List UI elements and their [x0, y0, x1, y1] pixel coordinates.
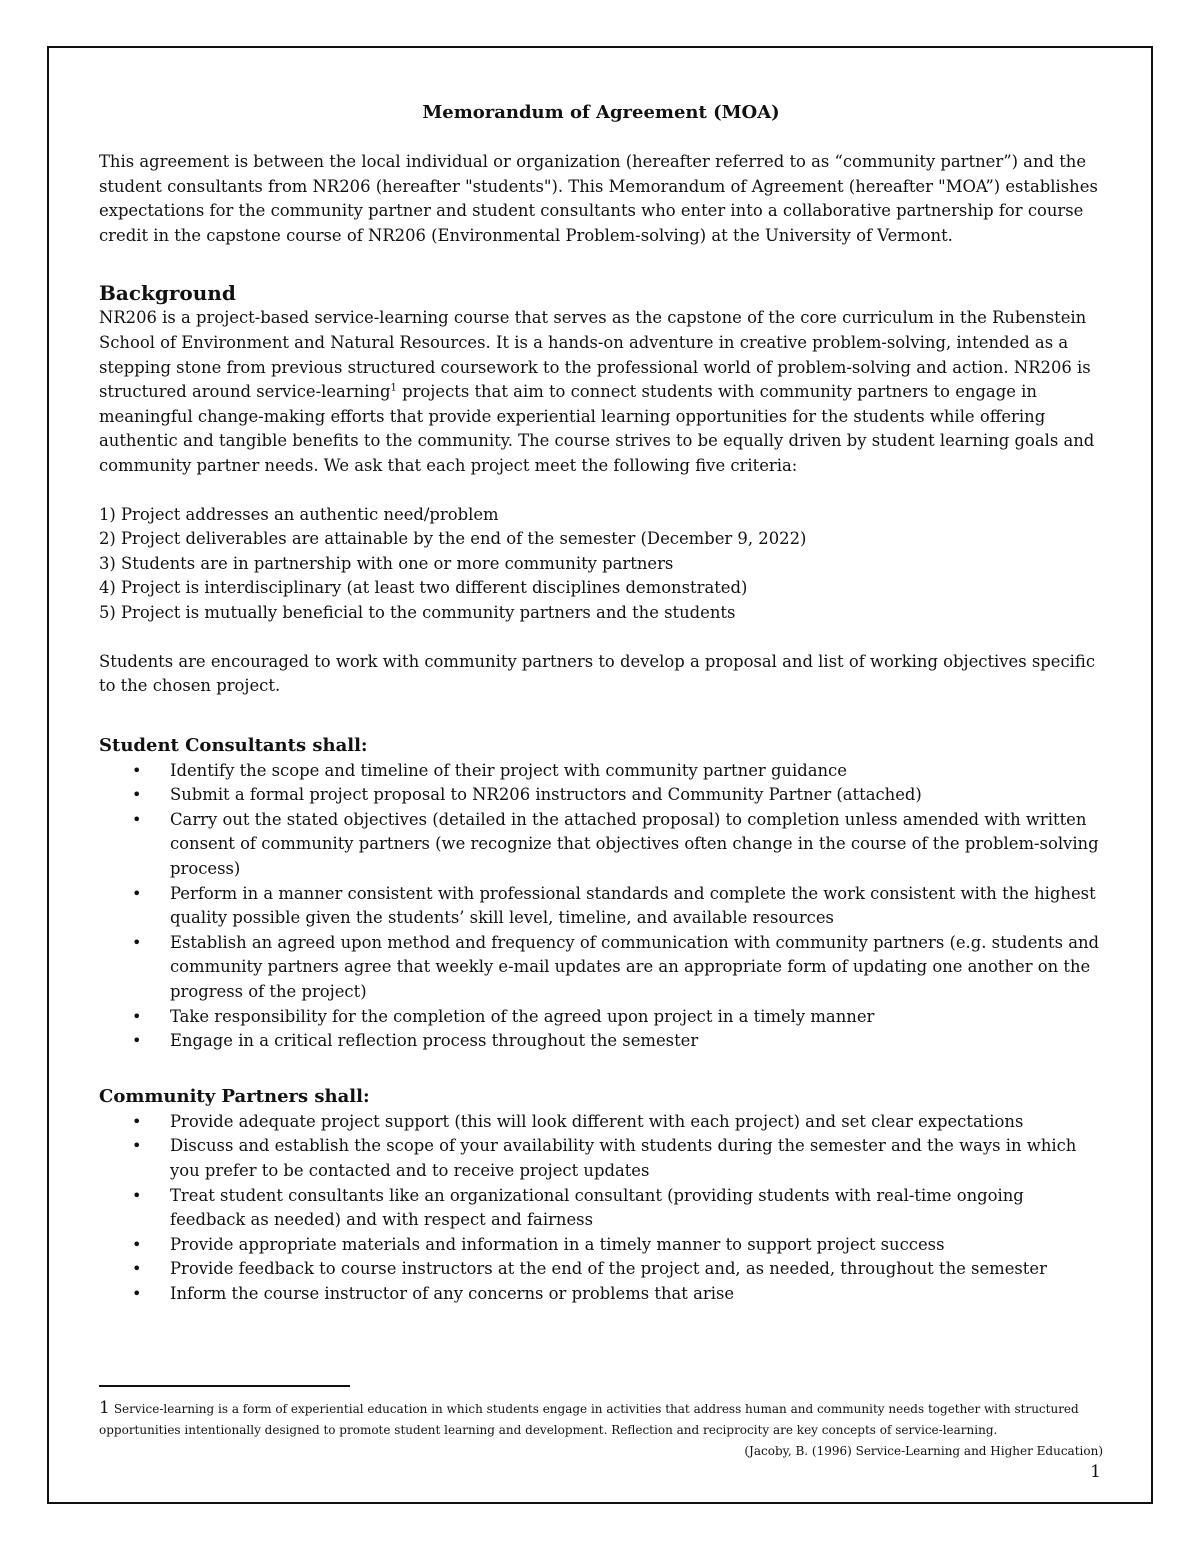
bullet-icon: •: [132, 883, 142, 903]
list-item-text: Take responsibility for the completion of the agreed upon project in a timely manner: [170, 1006, 875, 1026]
list-item: [99, 1134, 1103, 1183]
list-item: [99, 882, 1103, 931]
bullet-icon: •: [132, 785, 142, 805]
document-title: Memorandum of Agreement (MOA): [422, 102, 780, 123]
community-partners-list: [99, 1110, 1103, 1307]
bullet-icon: •: [132, 1006, 142, 1026]
list-item: [99, 1184, 1103, 1233]
background-text-part2: projects that aim to connect students with community partners to engage in meaningful change-making efforts that provide experiential learning opportunities for the students while offering authentic and tangible benefits to the community. The course strives to be equally driven by student learning goals and community partner needs. We ask that each project meet the following five criteria:: [99, 382, 1095, 475]
criteria-item: 1) Project addresses an authentic need/problem: [99, 504, 499, 524]
list-item-text: Discuss and establish the scope of your availability with students during the semester and the ways in which you prefer to be contacted and to receive project updates: [170, 1136, 1077, 1180]
list-item: [99, 1233, 1103, 1258]
list-item: [99, 808, 1103, 882]
list-item: [99, 1005, 1103, 1030]
bullet-icon: •: [132, 1234, 142, 1254]
list-item-text: Establish an agreed upon method and frequency of communication with community partners (e.g. students and community partners agree that weekly e-mail updates are an appropriate form of updating one another on the progress of the project): [170, 932, 1100, 1002]
document-body: [99, 100, 1103, 1337]
student-consultants-heading: Student Consultants shall:: [99, 734, 368, 756]
list-item: [99, 783, 1103, 808]
criteria-item: 5) Project is mutually beneficial to the community partners and the students: [99, 602, 736, 622]
list-item-text: Identify the scope and timeline of their project with community partner guidance: [170, 760, 847, 780]
list-item: [99, 931, 1103, 1005]
intro-paragraph: This agreement is between the local individual or organization (hereafter referred to as “community partner”) and the student consultants from NR206 (hereafter "students"). This Memorandum of Agreement (hereafter "MOA”) establishes expectations for the community partner and student consultants who enter into a collaborative partnership for course credit in the capstone course of NR206 (Environmental Problem-solving) at the University of Vermont.: [99, 152, 1098, 245]
criteria-item: 4) Project is interdisciplinary (at least two different disciplines demonstrated): [99, 578, 748, 598]
criteria-item: 3) Students are in partnership with one or more community partners: [99, 553, 674, 573]
bullet-icon: •: [132, 1111, 142, 1131]
list-item: [99, 1257, 1103, 1282]
student-consultants-list: [99, 759, 1103, 1054]
footnote-body: [99, 1398, 1103, 1441]
list-item-text: Submit a formal project proposal to NR206 instructors and Community Partner (attached): [170, 785, 922, 805]
list-item-text: Carry out the stated objectives (detailed in the attached proposal) to completion unless amended with written consent of community partners (we recognize that objectives often change in the course of the problem-solving process): [170, 809, 1099, 879]
community-partners-heading: Community Partners shall:: [99, 1085, 370, 1107]
bullet-icon: •: [132, 1259, 142, 1279]
encouragement-paragraph: Students are encouraged to work with community partners to develop a proposal and list of working objectives specific to the chosen project.: [99, 651, 1096, 696]
criteria-item: 2) Project deliverables are attainable by the end of the semester (December 9, 2022): [99, 529, 807, 549]
list-item-text: Provide feedback to course instructors at the end of the project and, as needed, throughout the semester: [170, 1259, 1047, 1279]
background-text-part1: NR206 is a project-based service-learning course that serves as the capstone of the core curriculum in the Rubenstein School of Environment and Natural Resources. It is a hands-on adventure in creative problem-solving, intended as a stepping stone from previous structured coursework to the professional world of problem-solving and action. NR206 is structured around service-learning: [99, 308, 1091, 402]
list-item: [99, 1029, 1103, 1054]
list-item-text: Engage in a critical reflection process throughout the semester: [170, 1031, 699, 1051]
list-item-text: Perform in a manner consistent with professional standards and complete the work consistent with the highest quality possible given the students’ skill level, timeline, and available resources: [170, 883, 1096, 928]
page-number: 1: [1090, 1462, 1101, 1482]
footnote-number: 1: [99, 1398, 110, 1418]
footnote-separator: [99, 1385, 350, 1387]
footnote-text: Service-learning is a form of experiential education in which students engage in activities that address human and community needs together with structured opportunities intentionally designed to promote student learning and development. Reflection and reciprocity are key concepts of service-learning.: [99, 1402, 1079, 1437]
bullet-icon: •: [132, 932, 142, 952]
background-paragraph: [99, 306, 1103, 478]
bullet-icon: •: [132, 1185, 142, 1205]
list-item: [99, 1110, 1103, 1135]
bullet-icon: •: [132, 760, 142, 780]
bullet-icon: •: [132, 1136, 142, 1156]
footnote: [99, 1398, 1103, 1462]
list-item-text: Treat student consultants like an organizational consultant (providing students with real-time ongoing feedback as needed) and with respect and fairness: [170, 1185, 1024, 1230]
criteria-list: [99, 503, 1103, 626]
bullet-icon: •: [132, 1031, 142, 1051]
bullet-icon: •: [132, 809, 142, 829]
footnote-source: (Jacoby, B. (1996) Service-Learning and Higher Education): [744, 1444, 1103, 1458]
list-item-text: Provide adequate project support (this will look different with each project) and set clear expectations: [170, 1111, 1024, 1131]
list-item: [99, 759, 1103, 784]
list-item: [99, 1282, 1103, 1307]
footnote-reference[interactable]: 1: [390, 382, 397, 394]
list-item-text: Provide appropriate materials and information in a timely manner to support project success: [170, 1234, 945, 1254]
background-heading: Background: [99, 281, 236, 306]
bullet-icon: •: [132, 1283, 142, 1303]
list-item-text: Inform the course instructor of any concerns or problems that arise: [170, 1283, 735, 1303]
